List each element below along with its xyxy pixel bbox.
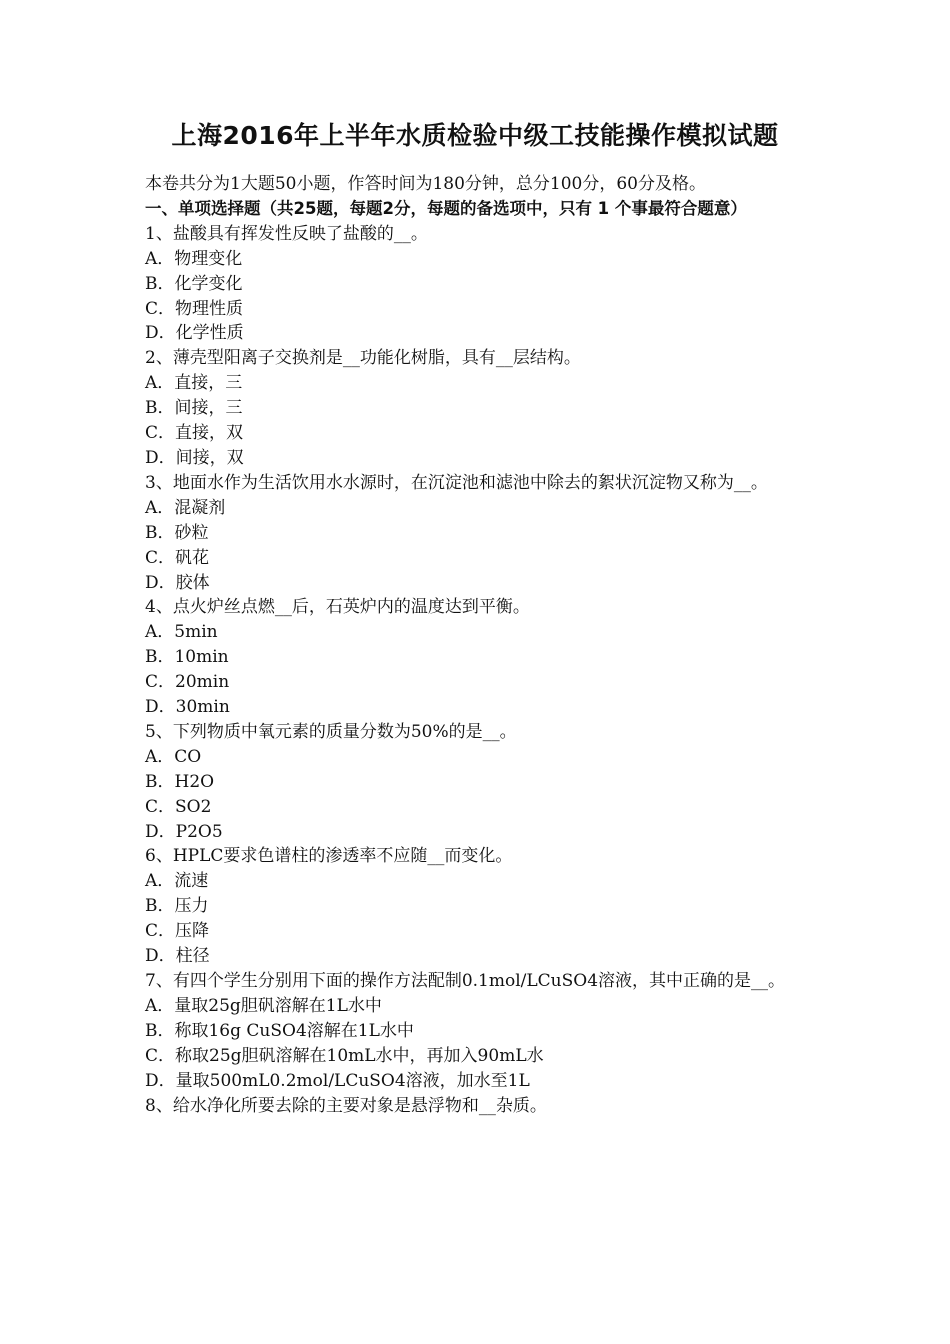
answer-option: C．直接，双 [145,423,244,444]
answer-option: A．直接，三 [145,373,243,394]
answer-option: B．化学变化 [145,273,243,294]
answer-option: D．30min [145,697,230,718]
section-heading: 一、单项选择题（共25题，每题2分，每题的备选项中，只有 1 个事最符合题意） [145,198,747,218]
answer-option: C．SO2 [145,796,212,817]
answer-option: A．混凝剂 [145,497,226,518]
answer-option: B．间接，三 [145,398,243,419]
question-text: 1、盐酸具有挥发性反映了盐酸的__。 [145,223,428,244]
answer-option: A．物理变化 [145,248,243,269]
answer-option: D．柱径 [145,946,210,967]
question-text: 6、HPLC要求色谱柱的渗透率不应随__而变化。 [145,846,513,867]
answer-option: A．量取25g胆矾溶解在1L水中 [145,995,382,1016]
question-text: 3、地面水作为生活饮用水水源时，在沉淀池和滤池中除去的絮状沉淀物又称为__。 [145,472,768,493]
exam-intro: 本卷共分为1大题50小题，作答时间为180分钟，总分100分，60分及格。 [145,174,706,194]
answer-option: A．5min [145,622,218,643]
answer-option: D．量取500mL0.2mol/LCuSO4溶液，加水至1L [145,1070,530,1091]
answer-option: D．化学性质 [145,323,244,344]
answer-option: B．10min [145,647,229,668]
answer-option: B．H2O [145,771,215,792]
answer-option: B．称取16g CuSO4溶解在1L水中 [145,1020,414,1041]
answer-option: D．间接，双 [145,447,244,468]
answer-option: A．CO [145,746,202,767]
answer-option: D．胶体 [145,572,210,593]
question-text: 5、下列物质中氧元素的质量分数为50%的是__。 [145,721,517,742]
answer-option: A．流速 [145,871,209,892]
answer-option: C．压降 [145,921,210,942]
answer-option: D．P2O5 [145,821,223,842]
question-text: 2、薄壳型阳离子交换剂是__功能化树脂，具有__层结构。 [145,348,581,369]
answer-option: C．物理性质 [145,298,244,319]
document-body [145,172,810,1118]
answer-option: B．压力 [145,896,209,917]
answer-option: C．20min [145,672,230,693]
question-text: 4、点火炉丝点燃__后，石英炉内的温度达到平衡。 [145,597,530,618]
question-text: 7、有四个学生分别用下面的操作方法配制0.1mol/LCuSO4溶液，其中正确的是__。 [145,971,786,991]
question-text: 8、给水净化所要去除的主要对象是悬浮物和__杂质。 [145,1095,547,1116]
answer-option: C．矾花 [145,547,210,568]
document-title: 上海2016年上半年水质检验中级工技能操作模拟试题 [171,121,779,150]
answer-option: C．称取25g胆矾溶解在10mL水中，再加入90mL水 [145,1045,544,1066]
question-list [145,222,810,1119]
answer-option: B．砂粒 [145,522,209,543]
